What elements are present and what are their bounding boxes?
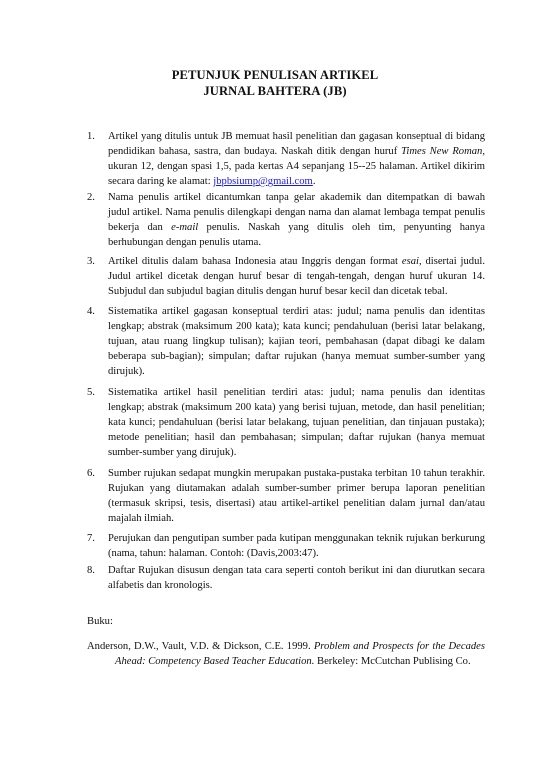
reference-authors: Anderson, D.W., Vault, V.D. & Dickson, C.E. 1999. [87,641,314,652]
item-number: 8. [87,565,95,576]
list-item [87,531,485,561]
reference-publisher: Berkeley: McCutchan Publising Co. [314,656,471,667]
item-text: Daftar Rujukan disusun dengan tata cara seperti contoh berikut ini dan diurutkan secara alfabetis dan kronologis. [108,565,485,591]
document-title: PETUNJUK PENULISAN ARTIKEL [171,68,379,82]
reference-entry [87,639,485,669]
item-number: 4. [87,306,95,317]
item-text: Nama penulis artikel dicantumkan tanpa gelar akademik dan ditempatkan di bawah judul artikel. Nama penulis dilengkapi dengan nama dan alamat lembaga tempat penulis bekerja dan e-mail penulis. Naskah yang ditulis oleh tim, penyunting hanya berhubungan dengan penulis utama. [108,192,485,248]
reference-title: Problem and Prospects for the Decades Ahead: Competency Based Teacher Education. [115,641,485,667]
item-text: Sistematika artikel gagasan konseptual terdiri atas: judul; nama penulis dan identitas lengkap; abstrak (maksimum 200 kata); kata kunci; pendahuluan (berisi latar belakang, tujuan, atau ruang lingkup tulisan); kajian teori, pembahasan (dapat dibagi ke dalam beberapa sub-bagian); simpulan; daftar rujukan (hanya memuat sumber-sumber yang dirujuk). [108,306,485,377]
list-item [87,563,485,593]
list-item [87,129,485,189]
list-item [87,385,485,460]
item-number: 2. [87,192,95,203]
item-number: 5. [87,387,95,398]
item-text: Perujukan dan pengutipan sumber pada kutipan menggunakan teknik rujukan berkurung (nama, tahun: halaman. Contoh: (Davis,2003:47). [108,533,485,559]
item-text: Sistematika artikel hasil penelitian terdiri atas: judul; nama penulis dan identitas lengkap; abstrak (maksimum 200 kata) yang berisi tujuan, metode, dan hasil penelitian; kata kunci; pendahuluan (berisi latar belakang, tujuan penelitian, dan tinjauan pustaka); metode penelitian; hasil dan pembahasan; simpulan; daftar rujukan (hanya memuat sumber-sumber yang dirujuk). [108,387,485,458]
item-number: 7. [87,533,95,544]
list-item [87,304,485,379]
item-text: Sumber rujukan sedapat mungkin merupakan pustaka-pustaka terbitan 10 tahun terakhir. Rujukan yang diutamakan adalah sumber-sumber primer berupa laporan penelitian (termasuk skripsi, tesis, disertasi) atau artikel-artikel penelitian dalam jurnal dan/atau majalah ilmiah. [108,468,485,524]
list-item [87,254,485,299]
item-text: Artikel ditulis dalam bahasa Indonesia atau Inggris dengan format esai, disertai judul. Judul artikel dicetak dengan huruf besar di tengah-tengah, dengan huruf ukuran 14. Subjudul dan subjudul bagian ditulis dengan huruf besar kecil dan dicetak tebal. [108,256,485,297]
item-number: 3. [87,256,95,267]
list-item [87,466,485,526]
buku-heading: Buku: [87,616,113,627]
list-item [87,190,485,250]
email-link[interactable]: jbpbsiump@gmail.com [213,176,313,187]
item-number: 1. [87,131,95,142]
document-subtitle: JURNAL BAHTERA (JB) [203,84,347,98]
item-text: Artikel yang ditulis untuk JB memuat hasil penelitian dan gagasan konseptual di bidang pendidikan bahasa, sastra, dan budaya. Naskah ditik dengan huruf Times New Roman, ukuran 12, dengan spasi 1,5, pada kertas A4 sepanjang 15--25 halaman. Artikel dikirim secara daring ke alamat: jbpbsiump@gmail.com. [108,131,485,187]
item-number: 6. [87,468,95,479]
